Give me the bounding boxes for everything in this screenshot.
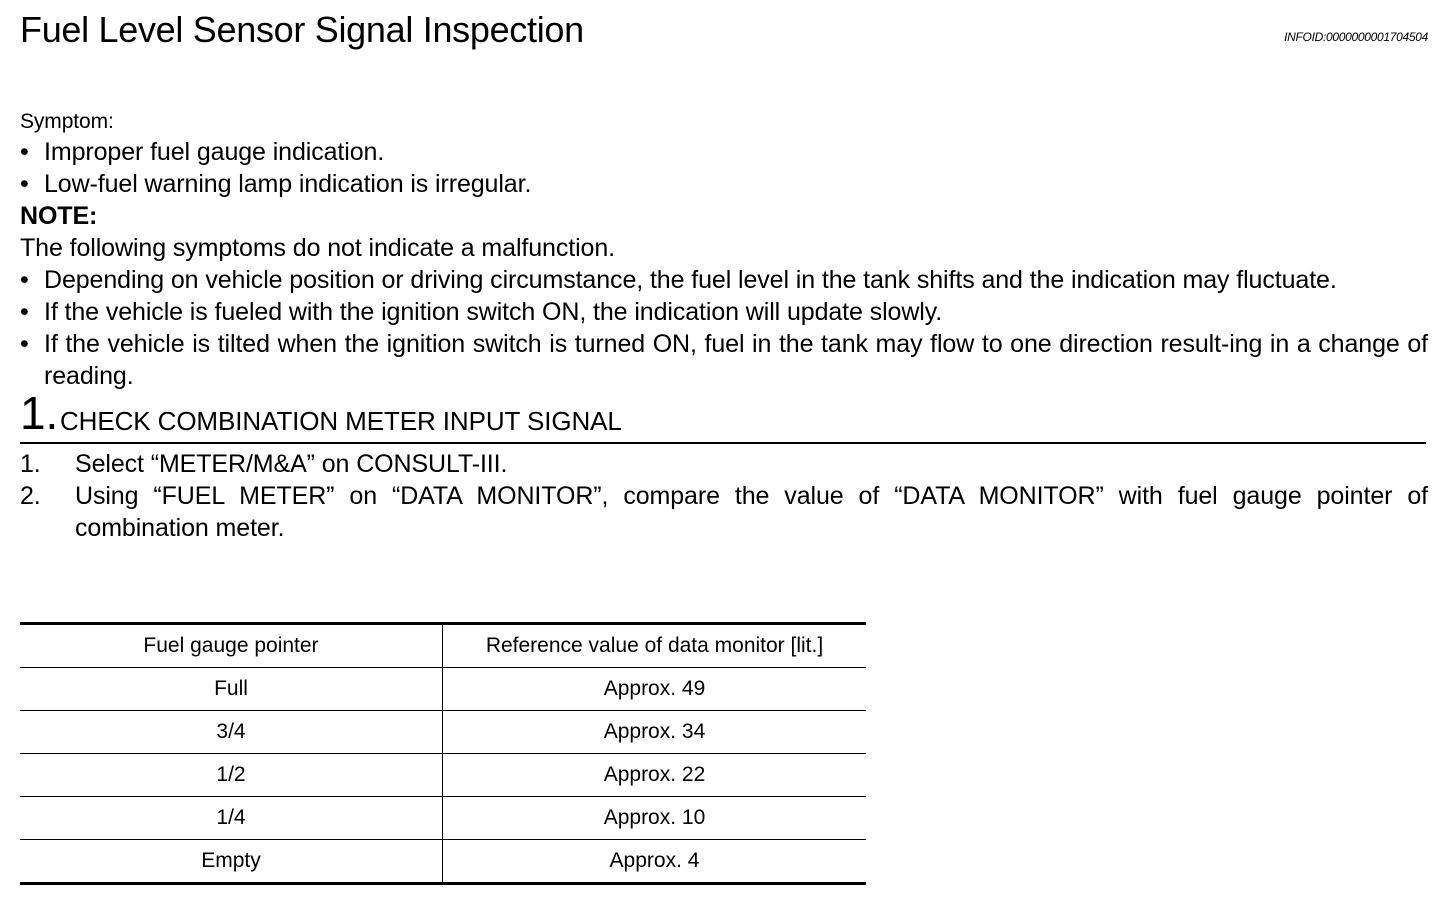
note-item-text: Depending on vehicle position or driving circumstance, the fuel level in the tank shifts and the indication may fluctuate. [44, 266, 1337, 294]
table-row [20, 797, 866, 840]
instruction-text: Using “FUEL METER” on “DATA MONITOR”, compare the value of “DATA MONITOR” with fuel gauge pointer of combination meter. [75, 482, 1428, 542]
table-cell: Full [20, 668, 443, 711]
step-instructions [20, 448, 1428, 544]
note-item [20, 264, 1428, 296]
symptom-item-text: Improper fuel gauge indication. [44, 138, 385, 166]
table-cell: Approx. 34 [443, 711, 867, 754]
step-title: CHECK COMBINATION METER INPUT SIGNAL [60, 406, 622, 436]
symptom-label: Symptom: [20, 110, 114, 133]
table-cell: Approx. 10 [443, 797, 867, 840]
instruction-item [20, 480, 1428, 544]
note-item-text: If the vehicle is tilted when the ignition switch is turned ON, fuel in the tank may flow to one direction result-ing in a change of reading. [44, 330, 1428, 390]
bullet-icon: • [20, 298, 29, 326]
table-cell: 1/2 [20, 754, 443, 797]
column-header: Fuel gauge pointer [20, 624, 443, 668]
note-item [20, 296, 1428, 328]
step-number: 1. [20, 387, 59, 439]
info-id: INFOID:0000000001704504 [1284, 30, 1428, 44]
table-row [20, 668, 866, 711]
table-cell: Empty [20, 840, 443, 884]
table-row [20, 711, 866, 754]
table-cell: Approx. 22 [443, 754, 867, 797]
table-cell: 3/4 [20, 711, 443, 754]
column-header: Reference value of data monitor [lit.] [443, 624, 867, 668]
table-cell: Approx. 4 [443, 840, 867, 884]
bullet-icon: • [20, 170, 29, 198]
bullet-icon: • [20, 330, 29, 358]
note-item-text: If the vehicle is fueled with the ignition switch ON, the indication will update slowly. [44, 298, 943, 326]
instruction-text: Select “METER/M&A” on CONSULT-III. [75, 450, 508, 478]
note-intro: The following symptoms do not indicate a malfunction. [20, 234, 616, 262]
instruction-item [20, 448, 1428, 480]
table-header-row [20, 624, 866, 668]
table-cell: Approx. 49 [443, 668, 867, 711]
note-label: NOTE: [20, 202, 98, 230]
bullet-icon: • [20, 266, 29, 294]
symptom-item-text: Low-fuel warning lamp indication is irregular. [44, 170, 532, 198]
bullet-icon: • [20, 138, 29, 166]
main-content [20, 108, 1428, 544]
symptom-item [20, 136, 1428, 168]
step-heading [20, 387, 1426, 444]
instruction-number: 2. [20, 482, 41, 510]
table-row [20, 754, 866, 797]
reference-table [20, 622, 866, 885]
table-cell: 1/4 [20, 797, 443, 840]
page-title: Fuel Level Sensor Signal Inspection [20, 9, 584, 50]
symptom-item [20, 168, 1428, 200]
instruction-number: 1. [20, 450, 41, 478]
table-row [20, 840, 866, 884]
note-item [20, 328, 1428, 392]
